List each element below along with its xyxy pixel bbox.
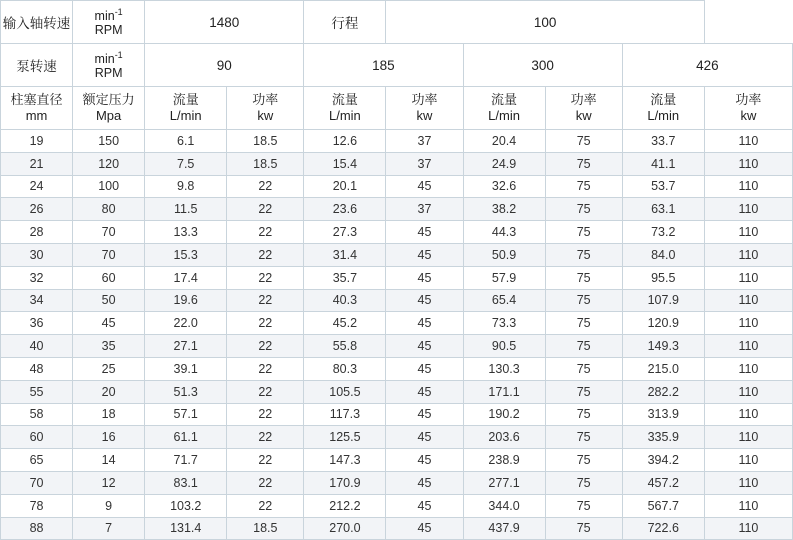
table-cell: 107.9 (622, 289, 704, 312)
table-cell: 18 (73, 403, 145, 426)
table-cell: 110 (704, 221, 792, 244)
table-cell: 45 (386, 335, 463, 358)
table-cell: 44.3 (463, 221, 545, 244)
table-cell: 75 (545, 517, 622, 540)
table-cell: 131.4 (145, 517, 227, 540)
table-cell: 20.4 (463, 130, 545, 153)
unit-rpm-text-pump: RPM (94, 66, 123, 81)
table-cell: 40.3 (304, 289, 386, 312)
table-cell: 282.2 (622, 380, 704, 403)
table-cell: 75 (545, 175, 622, 198)
table-cell: 120 (73, 152, 145, 175)
table-cell: 15.3 (145, 243, 227, 266)
table-cell: 22 (227, 471, 304, 494)
table-cell: 45 (386, 426, 463, 449)
table-cell: 38.2 (463, 198, 545, 221)
table-cell: 25 (73, 357, 145, 380)
table-cell: 130.3 (463, 357, 545, 380)
table-cell: 20 (73, 380, 145, 403)
table-cell: 147.3 (304, 449, 386, 472)
table-cell: 120.9 (622, 312, 704, 335)
table-cell: 45 (386, 494, 463, 517)
table-cell: 18.5 (227, 130, 304, 153)
table-cell: 110 (704, 403, 792, 426)
table-cell: 16 (73, 426, 145, 449)
column-header-flow-1 (145, 87, 227, 130)
table-cell: 22 (227, 221, 304, 244)
unit-rpm-text: RPM (94, 23, 123, 38)
column-header-power-4 (704, 87, 792, 130)
table-cell: 171.1 (463, 380, 545, 403)
table-cell: 15.4 (304, 152, 386, 175)
table-cell: 84.0 (622, 243, 704, 266)
table-row (1, 266, 793, 289)
table-cell: 65 (1, 449, 73, 472)
table-cell: 75 (545, 130, 622, 153)
table-cell: 45 (386, 449, 463, 472)
table-cell: 63.1 (622, 198, 704, 221)
table-cell: 30 (1, 243, 73, 266)
table-cell: 437.9 (463, 517, 545, 540)
table-cell: 70 (73, 221, 145, 244)
table-cell: 75 (545, 426, 622, 449)
table-cell: 13.3 (145, 221, 227, 244)
table-cell: 75 (545, 266, 622, 289)
table-row (1, 289, 793, 312)
column-header-power-3 (545, 87, 622, 130)
table-cell: 80.3 (304, 357, 386, 380)
table-row (1, 335, 793, 358)
table-cell: 95.5 (622, 266, 704, 289)
table-cell: 105.5 (304, 380, 386, 403)
table-cell: 24.9 (463, 152, 545, 175)
unit-min-text: min (94, 8, 115, 23)
table-cell: 22 (227, 357, 304, 380)
table-cell: 22 (227, 426, 304, 449)
unit-min-exponent: -1 (114, 6, 123, 17)
table-cell: 45 (386, 243, 463, 266)
table-cell: 110 (704, 175, 792, 198)
table-cell: 36 (1, 312, 73, 335)
table-cell: 22 (227, 266, 304, 289)
column-header-power-2 (386, 87, 463, 130)
table-row (1, 221, 793, 244)
table-cell: 34 (1, 289, 73, 312)
table-cell: 88 (1, 517, 73, 540)
table-cell: 9 (73, 494, 145, 517)
table-cell: 149.3 (622, 335, 704, 358)
column-header-row (1, 87, 793, 130)
table-cell: 83.1 (145, 471, 227, 494)
table-cell: 110 (704, 380, 792, 403)
table-cell: 75 (545, 289, 622, 312)
table-cell: 75 (545, 335, 622, 358)
table-cell: 22 (227, 380, 304, 403)
table-cell: 18.5 (227, 517, 304, 540)
column-header-plunger-diameter-unit: mm (25, 108, 48, 123)
table-cell: 45 (386, 221, 463, 244)
table-cell: 125.5 (304, 426, 386, 449)
table-cell: 7 (73, 517, 145, 540)
table-cell: 22 (227, 175, 304, 198)
table-cell: 19 (1, 130, 73, 153)
table-row (1, 380, 793, 403)
table-cell: 24 (1, 175, 73, 198)
column-header-power-2-unit: kw (416, 108, 433, 123)
table-cell: 57.1 (145, 403, 227, 426)
table-cell: 37 (386, 152, 463, 175)
table-cell: 6.1 (145, 130, 227, 153)
table-cell: 20.1 (304, 175, 386, 198)
table-cell: 110 (704, 494, 792, 517)
table-cell: 58 (1, 403, 73, 426)
table-cell: 71.7 (145, 449, 227, 472)
table-cell: 75 (545, 449, 622, 472)
table-cell: 32 (1, 266, 73, 289)
table-cell: 110 (704, 312, 792, 335)
column-header-flow-4-label: 流量 (650, 92, 677, 108)
table-cell: 70 (73, 243, 145, 266)
table-cell: 75 (545, 494, 622, 517)
table-cell: 37 (386, 198, 463, 221)
table-cell: 12 (73, 471, 145, 494)
unit-rpm-input (73, 1, 145, 44)
column-header-rated-pressure (73, 87, 145, 130)
table-cell: 344.0 (463, 494, 545, 517)
table-cell: 31.4 (304, 243, 386, 266)
table-cell: 75 (545, 243, 622, 266)
table-cell: 150 (73, 130, 145, 153)
table-row (1, 152, 793, 175)
column-header-flow-3-label: 流量 (491, 92, 518, 108)
column-header-power-2-label: 功率 (411, 92, 438, 108)
table-cell: 11.5 (145, 198, 227, 221)
table-cell: 215.0 (622, 357, 704, 380)
column-header-flow-1-unit: L/min (169, 108, 202, 123)
table-row (1, 494, 793, 517)
table-cell: 17.4 (145, 266, 227, 289)
table-cell: 722.6 (622, 517, 704, 540)
column-header-power-3-unit: kw (575, 108, 592, 123)
table-cell: 110 (704, 266, 792, 289)
table-cell: 190.2 (463, 403, 545, 426)
table-cell: 57.9 (463, 266, 545, 289)
table-cell: 45 (386, 266, 463, 289)
column-header-flow-4 (622, 87, 704, 130)
column-header-flow-3-unit: L/min (488, 108, 520, 123)
table-cell: 110 (704, 471, 792, 494)
table-row (1, 175, 793, 198)
table-cell: 22 (227, 403, 304, 426)
pump-speed-value-2: 185 (304, 44, 463, 87)
table-cell: 45 (386, 517, 463, 540)
table-cell: 12.6 (304, 130, 386, 153)
table-cell: 75 (545, 357, 622, 380)
table-cell: 73.2 (622, 221, 704, 244)
table-cell: 37 (386, 130, 463, 153)
table-cell: 45 (386, 289, 463, 312)
table-cell: 457.2 (622, 471, 704, 494)
table-cell: 22 (227, 243, 304, 266)
table-cell: 170.9 (304, 471, 386, 494)
table-cell: 33.7 (622, 130, 704, 153)
column-header-power-4-label: 功率 (735, 92, 762, 108)
column-header-flow-1-label: 流量 (172, 92, 199, 108)
table-cell: 117.3 (304, 403, 386, 426)
table-cell: 41.1 (622, 152, 704, 175)
header-row-pump-speed (1, 44, 793, 87)
table-cell: 45 (386, 312, 463, 335)
table-cell: 567.7 (622, 494, 704, 517)
table-cell: 75 (545, 471, 622, 494)
table-cell: 110 (704, 357, 792, 380)
table-cell: 73.3 (463, 312, 545, 335)
unit-min-text-pump: min (94, 51, 115, 66)
value-stroke: 100 (386, 1, 704, 44)
table-cell: 75 (545, 403, 622, 426)
table-cell: 60 (73, 266, 145, 289)
pump-speed-value-3: 300 (463, 44, 622, 87)
column-header-flow-3 (463, 87, 545, 130)
column-header-power-4-unit: kw (740, 108, 757, 123)
table-cell: 60 (1, 426, 73, 449)
unit-min-exponent-pump: -1 (114, 49, 123, 60)
table-cell: 22.0 (145, 312, 227, 335)
table-cell: 203.6 (463, 426, 545, 449)
table-cell: 110 (704, 449, 792, 472)
column-header-flow-2 (304, 87, 386, 130)
pump-speed-value-1: 90 (145, 44, 304, 87)
table-row (1, 312, 793, 335)
table-cell: 55.8 (304, 335, 386, 358)
table-cell: 26 (1, 198, 73, 221)
table-cell: 45 (386, 175, 463, 198)
table-cell: 27.3 (304, 221, 386, 244)
table-row (1, 198, 793, 221)
column-header-rated-pressure-label: 额定压力 (82, 92, 135, 108)
table-cell: 14 (73, 449, 145, 472)
table-cell: 100 (73, 175, 145, 198)
table-cell: 23.6 (304, 198, 386, 221)
column-header-power-1-label: 功率 (252, 92, 279, 108)
table-cell: 45 (73, 312, 145, 335)
table-cell: 45 (386, 357, 463, 380)
unit-rpm-pump (73, 44, 145, 87)
table-cell: 110 (704, 426, 792, 449)
column-header-rated-pressure-unit: Mpa (95, 108, 122, 123)
table-cell: 238.9 (463, 449, 545, 472)
column-header-flow-2-label: 流量 (331, 92, 358, 108)
table-cell: 65.4 (463, 289, 545, 312)
table-cell: 277.1 (463, 471, 545, 494)
table-cell: 75 (545, 380, 622, 403)
table-cell: 110 (704, 517, 792, 540)
table-cell: 335.9 (622, 426, 704, 449)
table-cell: 19.6 (145, 289, 227, 312)
table-cell: 110 (704, 152, 792, 175)
table-cell: 21 (1, 152, 73, 175)
table-cell: 45 (386, 471, 463, 494)
table-cell: 22 (227, 198, 304, 221)
label-input-shaft-speed: 输入轴转速 (1, 1, 73, 44)
table-cell: 27.1 (145, 335, 227, 358)
table-row (1, 517, 793, 540)
table-cell: 90.5 (463, 335, 545, 358)
table-cell: 110 (704, 289, 792, 312)
table-cell: 55 (1, 380, 73, 403)
table-cell: 35.7 (304, 266, 386, 289)
table-cell: 212.2 (304, 494, 386, 517)
table-cell: 270.0 (304, 517, 386, 540)
table-row (1, 449, 793, 472)
table-cell: 40 (1, 335, 73, 358)
table-cell: 22 (227, 335, 304, 358)
table-cell: 28 (1, 221, 73, 244)
table-cell: 75 (545, 198, 622, 221)
table-cell: 45 (386, 403, 463, 426)
table-cell: 78 (1, 494, 73, 517)
table-row (1, 403, 793, 426)
column-header-plunger-diameter-label: 柱塞直径 (10, 92, 63, 108)
table-cell: 61.1 (145, 426, 227, 449)
column-header-flow-4-unit: L/min (647, 108, 680, 123)
column-header-plunger-diameter (1, 87, 73, 130)
header-row-input-speed (1, 1, 793, 44)
table-cell: 22 (227, 312, 304, 335)
table-cell: 70 (1, 471, 73, 494)
column-header-power-3-label: 功率 (570, 92, 597, 108)
table-cell: 110 (704, 243, 792, 266)
pump-speed-value-4: 426 (622, 44, 792, 87)
table-cell: 32.6 (463, 175, 545, 198)
table-row (1, 426, 793, 449)
value-input-shaft-speed: 1480 (145, 1, 304, 44)
table-cell: 51.3 (145, 380, 227, 403)
table-cell: 110 (704, 130, 792, 153)
table-cell: 48 (1, 357, 73, 380)
table-cell: 53.7 (622, 175, 704, 198)
table-cell: 394.2 (622, 449, 704, 472)
table-cell: 110 (704, 335, 792, 358)
table-row (1, 130, 793, 153)
table-cell: 45 (386, 380, 463, 403)
table-row (1, 471, 793, 494)
table-cell: 45.2 (304, 312, 386, 335)
table-cell: 22 (227, 449, 304, 472)
table-cell: 110 (704, 198, 792, 221)
table-cell: 75 (545, 221, 622, 244)
table-cell: 9.8 (145, 175, 227, 198)
table-row (1, 243, 793, 266)
table-cell: 80 (73, 198, 145, 221)
column-header-power-1 (227, 87, 304, 130)
table-cell: 50.9 (463, 243, 545, 266)
table-cell: 50 (73, 289, 145, 312)
label-stroke: 行程 (304, 1, 386, 44)
table-cell: 22 (227, 494, 304, 517)
table-cell: 75 (545, 152, 622, 175)
table-row (1, 357, 793, 380)
table-cell: 39.1 (145, 357, 227, 380)
column-header-power-1-unit: kw (257, 108, 274, 123)
table-cell: 18.5 (227, 152, 304, 175)
table-cell: 35 (73, 335, 145, 358)
label-pump-speed: 泵转速 (1, 44, 73, 87)
table-cell: 22 (227, 289, 304, 312)
table-cell: 7.5 (145, 152, 227, 175)
column-header-flow-2-unit: L/min (328, 108, 361, 123)
table-body (1, 130, 793, 540)
table-cell: 75 (545, 312, 622, 335)
table-cell: 103.2 (145, 494, 227, 517)
table-cell: 313.9 (622, 403, 704, 426)
